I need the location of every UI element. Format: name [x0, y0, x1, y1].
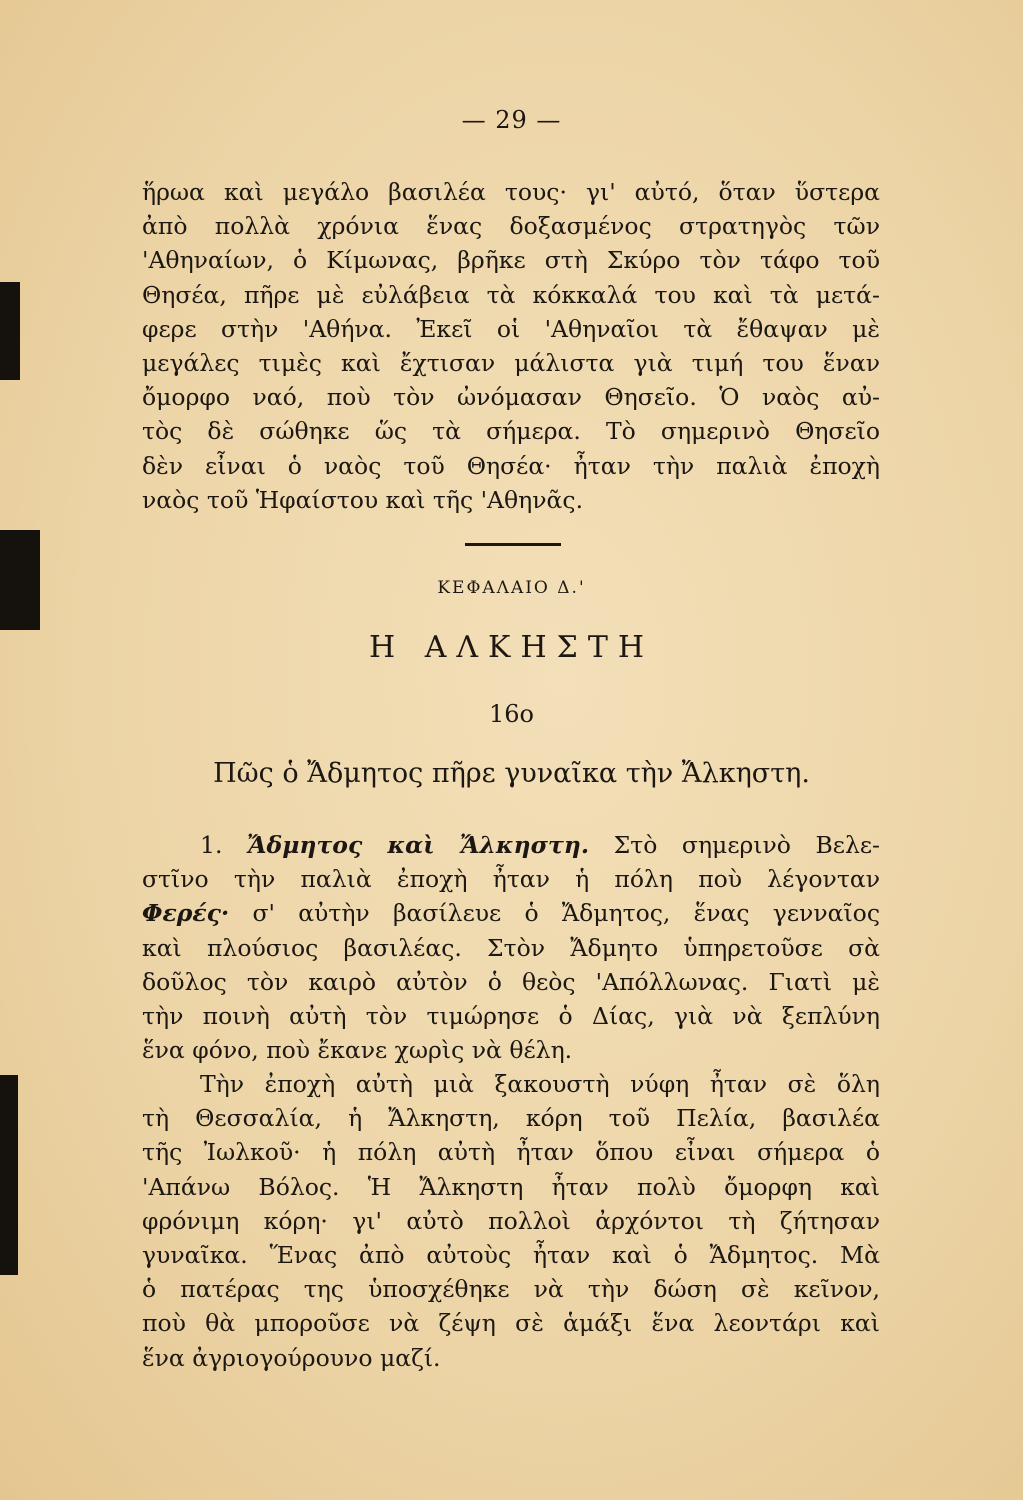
- text-line: τὴν ποινὴ αὐτὴ τὸν τιμώρησε ὁ Δίας, γιὰ νὰ ξεπλύνη: [142, 1001, 880, 1030]
- text-line: δὲν εἶναι ὁ ναὸς τοῦ Θησέα· ἦταν τὴν παλιὰ ἐποχὴ: [142, 451, 880, 480]
- text-line: ποὺ θὰ μποροῦσε νὰ ζέψη σὲ ἁμάξι ἕνα λεοντάρι καὶ: [142, 1309, 880, 1338]
- text-line: ἀπὸ πολλὰ χρόνια ἕνας δοξασμένος στρατηγὸς τῶν: [142, 212, 880, 241]
- chapter-title: Η ΑΛΚΗΣΤΗ: [369, 630, 654, 665]
- text-line: μεγάλες τιμὲς καὶ ἔχτισαν μάλιστα γιὰ τιμή του ἕναν: [142, 348, 880, 377]
- place-name: Φερές·: [142, 899, 230, 928]
- page-number: — 29 —: [461, 106, 562, 134]
- text-line: ὁ πατέρας της ὑποσχέθηκε νὰ τὴν δώση σὲ κεῖνον,: [142, 1275, 880, 1304]
- text-line: ἕνα φόνο, ποὺ ἔκανε χωρὶς νὰ θέλη.: [142, 1036, 573, 1065]
- torn-edge-lower: [0, 1075, 18, 1275]
- section-number: 1.: [200, 831, 223, 859]
- lesson-title: Πῶς ὁ Ἄδμητος πῆρε γυναῖκα τὴν Ἄλκηστη.: [213, 758, 810, 789]
- text-line: τὸς δὲ σώθηκε ὥς τὰ σήμερα. Τὸ σημερινὸ Θησεῖο: [142, 417, 880, 446]
- lesson-number: 16ο: [489, 700, 534, 728]
- text-line: στῖνο τὴν παλιὰ ἐποχὴ ἦταν ἡ πόλη ποὺ λέγονταν: [142, 865, 880, 894]
- text-line: γυναῖκα. Ἕνας ἀπὸ αὐτοὺς ἦταν καὶ ὁ Ἄδμητος. Μὰ: [142, 1240, 880, 1269]
- text-line: δοῦλος τὸν καιρὸ αὐτὸν ὁ θεὸς 'Απόλλωνας. Γιατὶ μὲ: [142, 967, 880, 996]
- text-line: καὶ πλούσιος βασιλέας. Στὸν Ἄδμητο ὑπηρετοῦσε σὰ: [142, 933, 880, 962]
- text-line: φερε στὴν 'Αθήνα. Ἐκεῖ οἱ 'Αθηναῖοι τὰ ἔθαψαν μὲ: [142, 314, 880, 343]
- section-one: [142, 828, 880, 1067]
- text-line: τὴ Θεσσαλία, ἡ Ἄλκηστη, κόρη τοῦ Πελία, βασιλέα: [142, 1104, 880, 1133]
- text-line: Τὴν ἐποχὴ αὐτὴ μιὰ ξακουστὴ νύφη ἦταν σὲ ὅλη: [200, 1070, 880, 1098]
- text-line: ὄμορφο ναό, ποὺ τὸν ὠνόμασαν Θησεῖο. Ὁ ναὸς αὐ-: [142, 383, 880, 412]
- top-paragraph: [142, 175, 880, 517]
- text-line: ἕνα ἀγριογούρουνο μαζί.: [142, 1343, 441, 1372]
- text-line: Θησέα, πῆρε μὲ εὐλάβεια τὰ κόκκαλά του καὶ τὰ μετά-: [142, 280, 880, 309]
- section-first-line: [142, 828, 880, 862]
- text-line-with-place: [142, 896, 880, 930]
- text-line: ναὸς τοῦ Ἡφαίστου καὶ τῆς 'Αθηνᾶς.: [142, 485, 584, 514]
- text-line: τῆς Ἰωλκοῦ· ἡ πόλη αὐτὴ ἦταν ὅπου εἶναι σήμερα ὁ: [142, 1138, 880, 1167]
- text-line: ἥρωα καὶ μεγάλο βασιλέα τους· γι' αὐτό, ὅταν ὕστερα: [142, 178, 880, 206]
- section-heading: Ἄδμητος καὶ Ἄλκηστη.: [246, 831, 590, 859]
- section-two: [142, 1067, 880, 1375]
- text-line: φρόνιμη κόρη· γι' αὐτὸ πολλοὶ ἀρχόντοι τὴ ζήτησαν: [142, 1206, 880, 1235]
- section-divider: [465, 543, 561, 546]
- text-fragment: Στὸ σημερινὸ Βελε-: [613, 831, 880, 859]
- torn-edge-top: [0, 282, 20, 380]
- text-fragment: σ' αὐτὴν βασίλευε ὁ Ἄδμητος, ἕνας γενναῖος: [252, 899, 880, 928]
- text-line: 'Αθηναίων, ὁ Κίμωνας, βρῆκε στὴ Σκύρο τὸν τάφο τοῦ: [142, 246, 880, 275]
- chapter-label: ΚΕΦΑΛΑΙΟ Δ.': [437, 578, 586, 598]
- text-line: 'Απάνω Βόλος. Ἡ Ἄλκηστη ἦταν πολὺ ὄμορφη καὶ: [142, 1172, 880, 1201]
